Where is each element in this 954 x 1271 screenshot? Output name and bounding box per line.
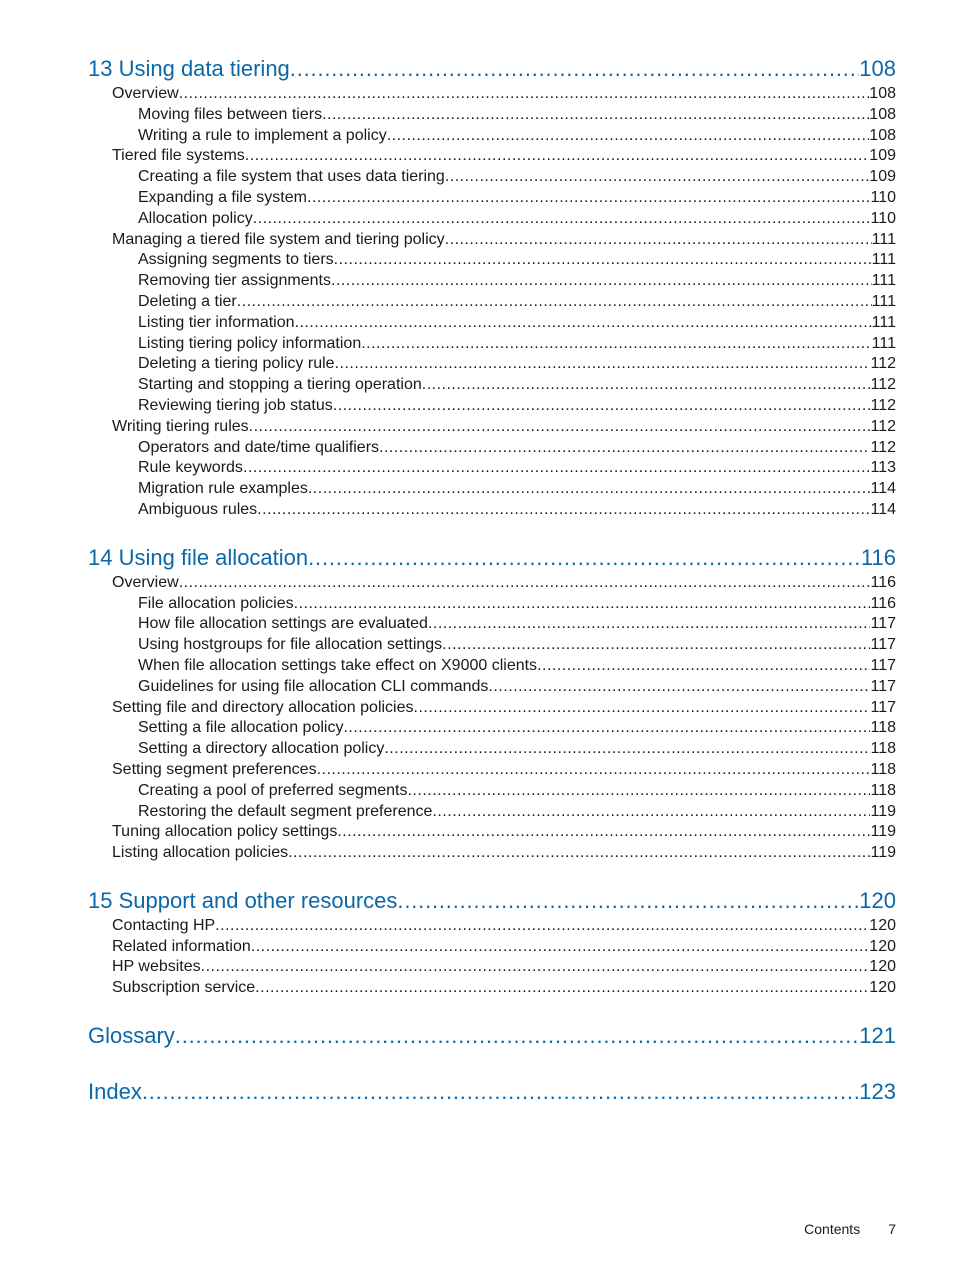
toc-entry-link[interactable]	[88, 396, 896, 417]
dot-leader	[442, 635, 870, 656]
entry-title: HP websites	[112, 958, 201, 976]
entry-title: Setting segment preferences	[112, 760, 317, 778]
entry-title: Deleting a tiering policy rule	[138, 355, 335, 373]
entry-title: Creating a pool of preferred segments	[138, 781, 408, 799]
toc-entry-link[interactable]	[88, 188, 896, 209]
entry-title: Related information	[112, 937, 251, 955]
toc-entry-link[interactable]	[88, 375, 896, 396]
toc-entry-link[interactable]	[88, 978, 896, 999]
toc-entry-link[interactable]	[88, 739, 896, 760]
chapter-page-number: 108	[859, 56, 896, 81]
toc-chapter-link[interactable]	[88, 54, 896, 84]
chapter-page-number: 123	[859, 1079, 896, 1105]
entry-title: Writing tiering rules	[112, 417, 249, 435]
dot-leader	[294, 594, 871, 615]
entry-title: Rule keywords	[138, 459, 243, 477]
toc-entry-link[interactable]	[88, 271, 896, 292]
toc-entry-link[interactable]	[88, 250, 896, 271]
toc-chapter-link[interactable]	[88, 543, 896, 573]
dot-leader	[245, 146, 870, 167]
entry-page-number: 120	[869, 979, 896, 997]
dot-leader	[414, 698, 871, 719]
toc-entry-link[interactable]	[88, 698, 896, 719]
toc-entry-link[interactable]	[88, 354, 896, 375]
entry-title: Guidelines for using file allocation CLI commands	[138, 677, 489, 695]
toc-entry-link[interactable]	[88, 677, 896, 698]
dot-leader	[432, 802, 870, 823]
entry-title: Moving files between tiers	[138, 105, 323, 123]
entry-page-number: 110	[870, 209, 896, 227]
entry-page-number: 111	[871, 313, 896, 331]
entry-title: Using hostgroups for file allocation settings	[138, 636, 443, 654]
dot-leader	[537, 656, 870, 677]
entry-page-number: 112	[870, 396, 896, 414]
entry-title: Setting a directory allocation policy	[138, 740, 385, 758]
entry-page-number: 114	[870, 480, 896, 498]
entry-page-number: 109	[869, 147, 896, 165]
entry-title: Contacting HP	[112, 916, 216, 934]
toc-entry-link[interactable]	[88, 500, 896, 521]
entry-title: Allocation policy	[138, 209, 253, 227]
entry-page-number: 117	[870, 656, 896, 674]
dot-leader	[361, 334, 871, 355]
toc-entry-link[interactable]	[88, 292, 896, 313]
dot-leader	[308, 543, 861, 573]
toc-chapter-link[interactable]	[88, 1021, 896, 1051]
dot-leader	[335, 354, 871, 375]
entry-page-number: 120	[869, 958, 896, 976]
toc-entry-link[interactable]	[88, 760, 896, 781]
dot-leader	[290, 54, 859, 84]
entry-page-number: 118	[870, 719, 896, 737]
entry-page-number: 117	[870, 615, 896, 633]
toc-entry-link[interactable]	[88, 458, 896, 479]
toc-entry-link[interactable]	[88, 656, 896, 677]
entry-title: Overview	[112, 573, 179, 591]
entry-title: Starting and stopping a tiering operation	[138, 376, 422, 394]
chapter-page-number: 120	[859, 887, 896, 913]
entry-page-number: 111	[871, 230, 896, 248]
entry-title: Listing tiering policy information	[138, 334, 362, 352]
entry-title: Assigning segments to tiers	[138, 251, 334, 269]
chapter-title: Index	[88, 1079, 142, 1105]
entry-title: Ambiguous rules	[138, 500, 258, 518]
toc-entry-link[interactable]	[88, 126, 896, 147]
entry-title: Managing a tiered file system and tiering policy	[112, 230, 445, 248]
toc-chapter-link[interactable]	[88, 1077, 896, 1107]
toc-entry-link[interactable]	[88, 937, 896, 958]
entry-title: Tuning allocation policy settings	[112, 823, 338, 841]
dot-leader	[179, 84, 870, 105]
toc-entry-link[interactable]	[88, 313, 896, 334]
entry-page-number: 112	[870, 417, 896, 435]
dot-leader	[257, 500, 870, 521]
dot-leader	[331, 271, 872, 292]
dot-leader	[343, 718, 870, 739]
toc-entry-link[interactable]	[88, 822, 896, 843]
toc-entry-link[interactable]	[88, 479, 896, 500]
entry-page-number: 117	[870, 636, 896, 654]
entry-title: File allocation policies	[138, 594, 294, 612]
dot-leader	[295, 313, 872, 334]
entry-title: Writing a rule to implement a policy	[138, 126, 387, 144]
entry-title: Reviewing tiering job status	[138, 396, 333, 414]
dot-leader	[237, 292, 872, 313]
entry-title: Operators and date/time qualifiers	[138, 438, 380, 456]
toc-entry-link[interactable]	[88, 718, 896, 739]
entry-title: Setting a file allocation policy	[138, 719, 344, 737]
footer-label: Contents	[804, 1221, 861, 1237]
page-footer	[804, 1221, 896, 1237]
entry-page-number: 119	[870, 844, 896, 862]
chapter-title: 14 Using file allocation	[88, 544, 309, 570]
entry-page-number: 111	[871, 292, 896, 310]
entry-page-number: 119	[870, 823, 896, 841]
toc-entry-link[interactable]	[88, 230, 896, 251]
dot-leader	[175, 1021, 859, 1051]
entry-title: Deleting a tier	[138, 292, 237, 310]
entry-title: How file allocation settings are evaluated	[138, 615, 428, 633]
toc-entry-link[interactable]	[88, 614, 896, 635]
entry-page-number: 108	[869, 126, 896, 144]
dot-leader	[397, 886, 859, 916]
entry-page-number: 112	[870, 438, 896, 456]
entry-page-number: 108	[869, 105, 896, 123]
dot-leader	[488, 677, 870, 698]
toc-entry-link[interactable]	[88, 334, 896, 355]
toc-entry-link[interactable]	[88, 209, 896, 230]
dot-leader	[308, 479, 871, 500]
entry-page-number: 117	[870, 677, 896, 695]
entry-page-number: 111	[871, 272, 896, 290]
chapter-title: 15 Support and other resources	[88, 887, 398, 913]
entry-title: Overview	[112, 85, 179, 102]
dot-leader	[255, 978, 869, 999]
dot-leader	[445, 167, 869, 188]
entry-page-number: 111	[871, 251, 896, 269]
footer-page-number: 7	[888, 1221, 896, 1237]
toc-entry-link[interactable]	[88, 573, 896, 594]
entry-page-number: 120	[869, 937, 896, 955]
dot-leader	[428, 614, 871, 635]
chapter-title: 13 Using data tiering	[88, 56, 290, 81]
toc-entry-link[interactable]	[88, 167, 896, 188]
chapter-title: Glossary	[88, 1023, 175, 1049]
toc-entry-link[interactable]	[88, 105, 896, 126]
toc-entry-link[interactable]	[88, 84, 896, 105]
dot-leader	[337, 822, 870, 843]
dot-leader	[407, 781, 870, 802]
toc-entry-link[interactable]	[88, 146, 896, 167]
entry-title: Setting file and directory allocation policies	[112, 698, 414, 716]
entry-page-number: 114	[870, 500, 896, 518]
entry-title: Listing tier information	[138, 313, 295, 331]
toc-entry-link[interactable]	[88, 957, 896, 978]
entry-title: Tiered file systems	[112, 147, 245, 165]
entry-page-number: 109	[869, 168, 896, 186]
entry-title: Removing tier assignments	[138, 272, 331, 290]
entry-title: Creating a file system that uses data tiering	[138, 168, 445, 186]
entry-title: Restoring the default segment preference	[138, 802, 433, 820]
toc-entry-link[interactable]	[88, 417, 896, 438]
entry-page-number: 116	[870, 573, 896, 591]
entry-page-number: 117	[870, 698, 896, 716]
dot-leader	[201, 957, 870, 978]
dot-leader	[333, 396, 871, 417]
entry-title: Expanding a file system	[138, 188, 307, 206]
dot-leader	[334, 250, 872, 271]
entry-page-number: 111	[871, 334, 896, 352]
dot-leader	[288, 843, 870, 864]
entry-page-number: 113	[870, 459, 896, 477]
entry-page-number: 110	[870, 188, 896, 206]
dot-leader	[445, 230, 872, 251]
dot-leader	[384, 739, 870, 760]
toc-chapter-link[interactable]	[88, 886, 896, 916]
dot-leader	[422, 375, 871, 396]
entry-title: Migration rule examples	[138, 480, 308, 498]
toc-entry-link[interactable]	[88, 916, 896, 937]
toc-entry-link[interactable]	[88, 635, 896, 656]
dot-leader	[317, 760, 871, 781]
entry-title: Listing allocation policies	[112, 844, 289, 862]
chapter-page-number: 121	[859, 1023, 896, 1049]
entry-page-number: 118	[870, 781, 896, 799]
entry-page-number: 120	[869, 916, 896, 934]
chapter-page-number: 116	[860, 544, 896, 570]
table-of-contents	[88, 54, 896, 1107]
dot-leader	[251, 937, 870, 958]
toc-entry-link[interactable]	[88, 438, 896, 459]
entry-page-number: 119	[870, 802, 896, 820]
toc-entry-link[interactable]	[88, 843, 896, 864]
entry-page-number: 108	[869, 85, 896, 102]
toc-entry-link[interactable]	[88, 781, 896, 802]
dot-leader	[387, 126, 870, 147]
toc-entry-link[interactable]	[88, 594, 896, 615]
entry-page-number: 118	[870, 760, 896, 778]
dot-leader	[215, 916, 869, 937]
dot-leader	[307, 188, 871, 209]
dot-leader	[142, 1077, 859, 1107]
dot-leader	[322, 105, 869, 126]
dot-leader	[253, 209, 871, 230]
dot-leader	[243, 458, 871, 479]
dot-leader	[379, 438, 870, 459]
entry-title: Subscription service	[112, 979, 256, 997]
dot-leader	[249, 417, 871, 438]
entry-page-number: 112	[870, 355, 896, 373]
toc-entry-link[interactable]	[88, 802, 896, 823]
entry-page-number: 118	[870, 740, 896, 758]
entry-page-number: 112	[870, 376, 896, 394]
entry-title: When file allocation settings take effect on X9000 clients	[138, 656, 538, 674]
dot-leader	[179, 573, 871, 594]
entry-page-number: 116	[870, 594, 896, 612]
